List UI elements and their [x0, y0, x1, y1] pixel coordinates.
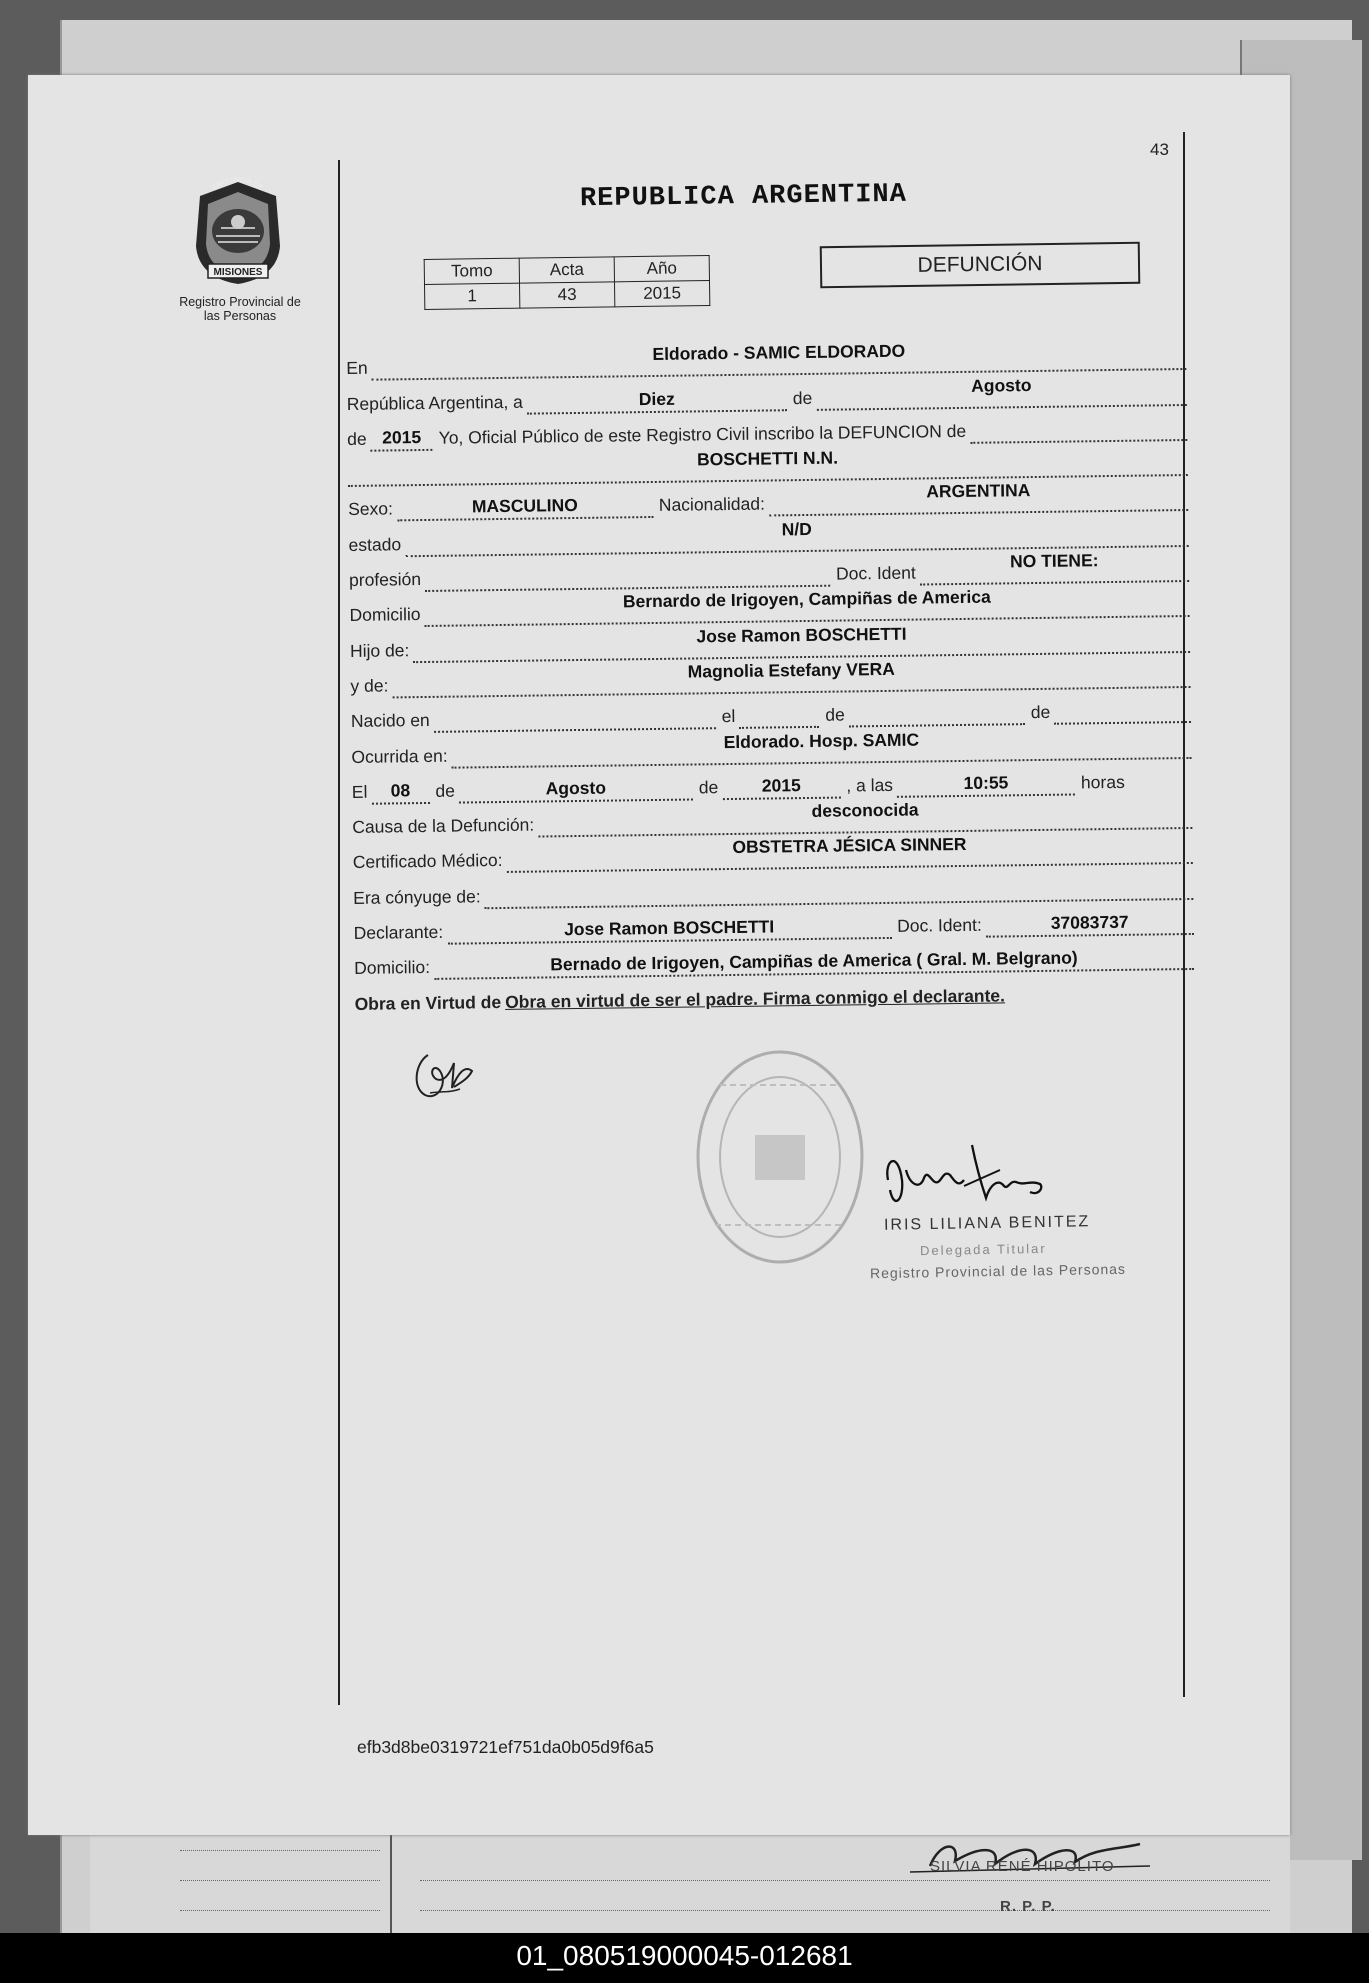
book-value-ano: 2015 — [614, 281, 709, 307]
registry-name — [160, 295, 320, 323]
value-death-day: 08 — [390, 780, 411, 801]
value-death-time: 10:55 — [963, 772, 1009, 793]
folio-number: 43 — [1150, 140, 1169, 159]
label-causa: Causa de la Defunción: — [352, 814, 535, 838]
field-year — [370, 421, 432, 452]
label-certificado: Certificado Médico: — [352, 850, 503, 873]
book-header-acta: Acta — [519, 257, 614, 283]
field-day — [527, 381, 787, 414]
value-declarant-doc: 37083737 — [1050, 911, 1129, 933]
underlying-dotted-line — [420, 1910, 1270, 1911]
book-reference-value-row — [425, 281, 710, 310]
value-birth-year — [1054, 711, 1191, 713]
field-yo-oficial-blank — [970, 411, 1187, 444]
label-el: el — [721, 706, 736, 727]
svg-text:MISIONES: MISIONES — [213, 267, 263, 278]
officer-office: Registro Provincial de las Personas — [869, 1260, 1127, 1282]
value-place: Eldorado - SAMIC ELDORADO — [652, 340, 906, 365]
officer-signature — [880, 1140, 1055, 1220]
label-de: de — [792, 387, 813, 408]
declarant-initial-signature — [410, 1043, 480, 1103]
document-title: REPUBLICA ARGENTINA — [579, 179, 908, 215]
value-cause: desconocida — [811, 799, 919, 822]
value-death-year: 2015 — [761, 774, 801, 796]
underlying-divider — [390, 1830, 392, 1933]
label-horas: horas — [1080, 771, 1125, 793]
value-birth-place — [434, 717, 716, 721]
label-nacionalidad: Nacionalidad: — [658, 494, 766, 516]
field-birth-day — [739, 698, 819, 729]
value-declarant-address: Bernado de Irigoyen, Campiñas de America ( Gral. M. Belgrano) — [550, 947, 1078, 975]
label-ocurrida-en: Ocurrida en: — [351, 745, 448, 767]
registry-name-line-2: las Personas — [203, 309, 277, 323]
value-father: Jose Ramon BOSCHETTI — [696, 623, 907, 647]
officer-name: IRIS LILIANA BENITEZ — [883, 1213, 1091, 1234]
label-obra: Obra en Virtud de — [354, 991, 502, 1014]
value-certificate: OBSTETRA JÉSICA SINNER — [732, 834, 967, 858]
field-sex — [397, 488, 653, 521]
label-de: de — [435, 780, 455, 801]
label-nacido-en: Nacido en — [350, 710, 430, 732]
label-a-las: , a las — [846, 774, 894, 796]
underlying-dotted-line — [180, 1850, 380, 1851]
death-record-form — [346, 335, 1195, 1017]
label-conyuge: Era cónyuge de: — [353, 886, 481, 908]
book-reference-table — [424, 255, 711, 310]
record-type-box: DEFUNCIÓN — [820, 242, 1141, 288]
label-profesion: profesión — [348, 569, 422, 591]
label-domicilio-colon: Domicilio: — [354, 957, 431, 979]
label-republica: República Argentina, a — [346, 391, 523, 414]
label-domicilio: Domicilio — [349, 604, 421, 626]
value-deceased: BOSCHETTI N.N. — [696, 447, 839, 470]
left-margin-rule — [338, 160, 340, 1705]
value-obra: Obra en virtud de ser el padre. Firma conmigo el declarante. — [504, 985, 1006, 1012]
field-birth-month — [849, 695, 1025, 727]
value-spouse — [485, 888, 1193, 897]
value-birth-month — [849, 713, 1025, 715]
field-death-time — [897, 765, 1075, 797]
value-death-place: Eldorado. Hosp. SAMIC — [723, 729, 920, 752]
value-nationality: ARGENTINA — [926, 480, 1031, 502]
value-mother: Magnolia Estefany VERA — [687, 658, 895, 682]
value-month: Agosto — [971, 374, 1032, 396]
scan-code: 01_080519000045-012681 — [516, 1940, 853, 1971]
field-death-month — [459, 770, 693, 803]
underlying-dotted-line — [180, 1910, 380, 1911]
underlying-signer-name: SILVIA RENÉ HIPOLITO — [930, 1858, 1115, 1875]
book-header-ano: Año — [614, 256, 709, 282]
value-sex: MASCULINO — [471, 495, 578, 517]
value-day: Diez — [638, 388, 675, 409]
label-yo-oficial: Yo, Oficial Público de este Registro Civil inscribo la DEFUNCION de — [438, 420, 967, 448]
label-hijo-de: Hijo de: — [349, 639, 410, 661]
label-estado: estado — [348, 534, 402, 555]
book-header-tomo: Tomo — [424, 258, 519, 284]
label-de: de — [698, 777, 719, 798]
misiones-seal-icon — [188, 176, 288, 286]
field-death-day — [371, 774, 429, 805]
underlying-initials: R. P. P. — [1000, 1898, 1056, 1915]
document-hash: efb3d8be0319721ef751da0b05d9f6a5 — [357, 1737, 654, 1757]
value-death-month: Agosto — [545, 777, 607, 799]
label-sexo: Sexo: — [348, 498, 394, 520]
field-month — [816, 376, 1187, 411]
label-doc-ident: Doc. Ident — [835, 562, 916, 584]
value-address: Bernardo de Irigoyen, Campiñas de America — [622, 586, 991, 612]
field-death-year — [722, 768, 840, 800]
value-year: 2015 — [382, 426, 422, 448]
value-doc-ident: NO TIENE: — [1009, 550, 1099, 572]
label-el-cap: El — [351, 781, 368, 802]
underlying-dotted-line — [180, 1880, 380, 1881]
book-value-acta: 43 — [520, 282, 615, 308]
label-de: de — [825, 704, 845, 726]
label-doc-ident-colon: Doc. Ident: — [897, 914, 982, 936]
field-birth-year — [1054, 693, 1191, 725]
label-y-de: y de: — [350, 675, 389, 696]
field-declarant-doc — [986, 905, 1194, 938]
value-birth-day — [739, 716, 819, 717]
registry-name-line-1: Registro Provincial de — [179, 295, 301, 309]
official-stamp — [690, 1045, 870, 1270]
value-profession — [425, 575, 830, 580]
field-birth-place — [433, 699, 715, 733]
value-civil-status: N/D — [781, 518, 812, 540]
field-doc-ident — [920, 552, 1190, 586]
value-declarant: Jose Ramon BOSCHETTI — [563, 916, 775, 940]
label-de: de — [1030, 702, 1051, 723]
underlying-dotted-line — [420, 1880, 1270, 1881]
officer-role: Delegada Titular — [919, 1240, 1047, 1259]
label-declarante: Declarante: — [353, 921, 444, 943]
label-de: de — [347, 428, 367, 449]
svg-text:PROVINCIA DE: PROVINCIA DE — [212, 176, 264, 192]
label-en: En — [346, 358, 368, 379]
book-value-tomo: 1 — [425, 283, 520, 309]
